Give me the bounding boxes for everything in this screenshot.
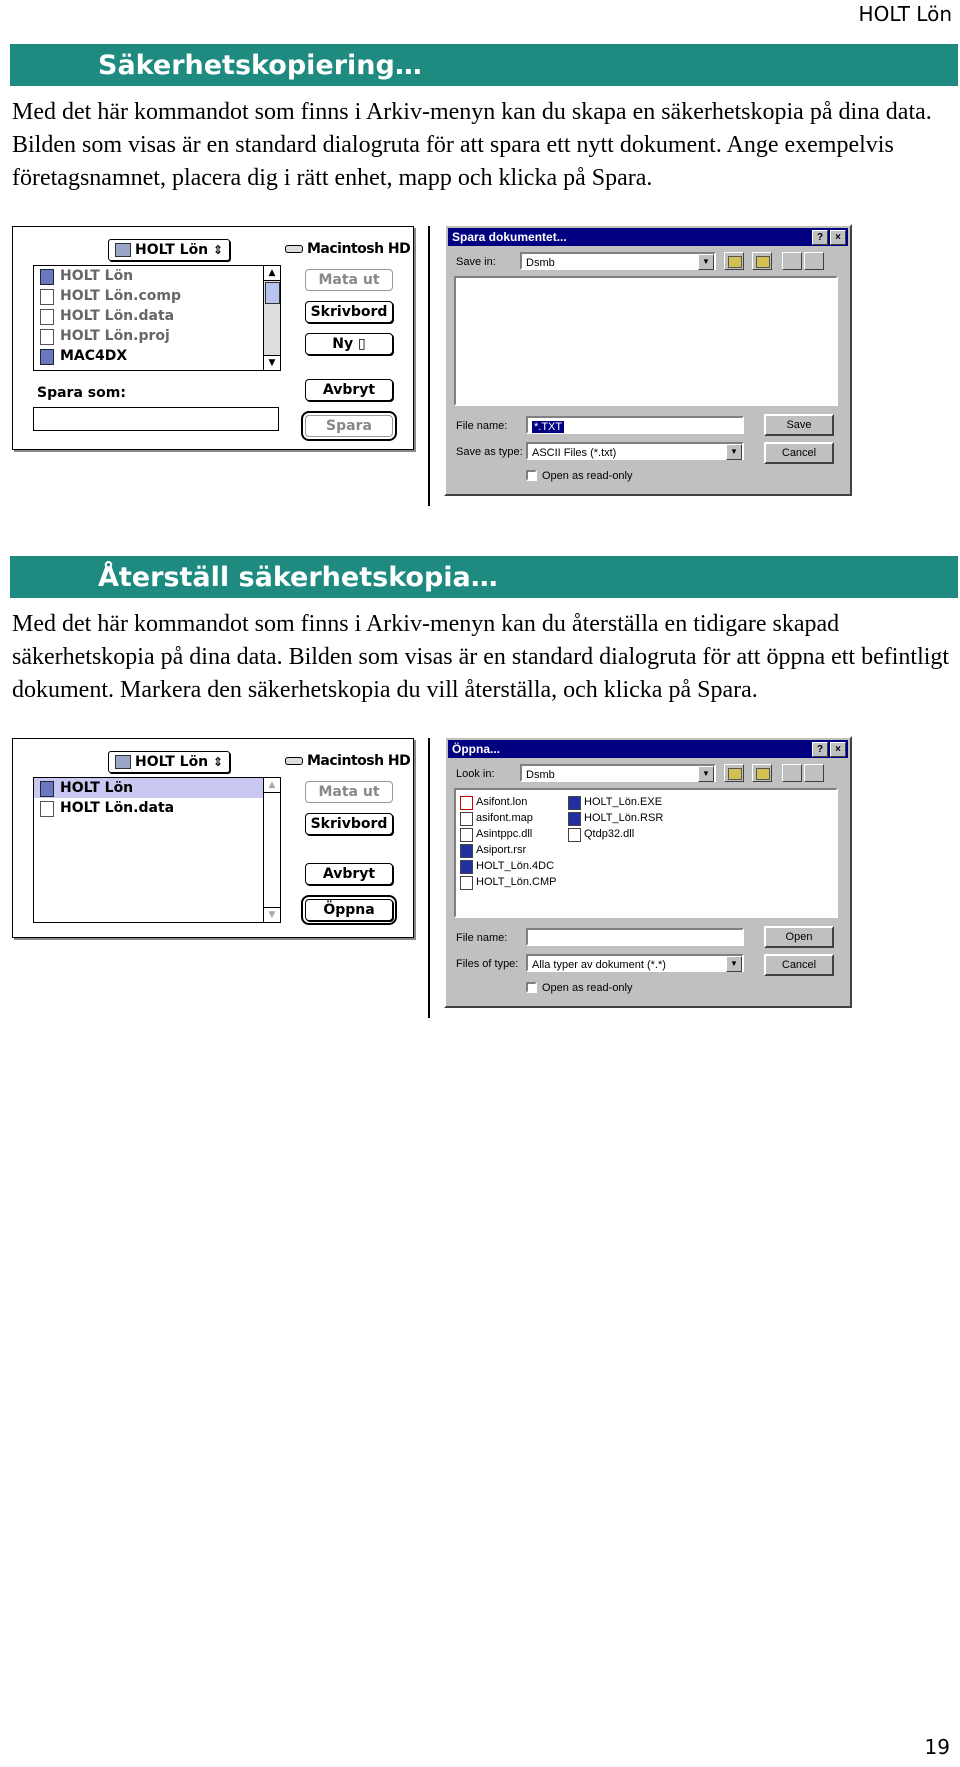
file-icon	[40, 329, 54, 345]
list-item[interactable]: Asintppc.dll	[460, 826, 532, 842]
list-item[interactable]: Asiport.rsr	[460, 842, 526, 858]
cancel-button[interactable]: Avbryt	[305, 379, 393, 401]
document-header-title: HOLT Lön	[858, 2, 952, 26]
mac-open-dialog	[12, 738, 414, 938]
list-item[interactable]: Qtdp32.dll	[568, 826, 634, 842]
list-item[interactable]: HOLT Lön.data	[34, 798, 280, 818]
cancel-button[interactable]: Cancel	[764, 954, 834, 976]
up-folder-icon[interactable]	[724, 252, 744, 270]
save-as-label: Spara som:	[37, 385, 126, 401]
disk-label: Macintosh HD	[285, 753, 410, 769]
section-heading-bar	[10, 44, 958, 86]
look-in-dropdown[interactable]: Dsmb ▼	[520, 764, 716, 782]
open-button[interactable]: Öppna	[305, 899, 393, 921]
list-item[interactable]: HOLT Lön	[34, 778, 263, 798]
section-heading: Återställ säkerhetskopia…	[98, 562, 498, 593]
eject-button[interactable]: Mata ut	[305, 269, 393, 291]
open-button[interactable]: Open	[764, 926, 834, 948]
new-folder-icon[interactable]	[752, 252, 772, 270]
list-item[interactable]: HOLT_Lön.RSR	[568, 810, 663, 826]
details-view-icon[interactable]	[804, 764, 824, 782]
scroll-up-icon[interactable]: ▲	[264, 266, 280, 281]
save-type-label: Save as type:	[456, 446, 523, 458]
file-name-label: File name:	[456, 932, 508, 944]
details-view-icon[interactable]	[804, 252, 824, 270]
dialog-title: Spara dokumentet... ? ×	[448, 228, 848, 246]
read-only-label: Open as read-only	[542, 470, 633, 482]
files-of-type-dropdown[interactable]: Alla typer av dokument (*.*) ▼	[526, 954, 744, 972]
file-icon	[460, 876, 473, 890]
cancel-button[interactable]: Cancel	[764, 442, 834, 464]
divider	[428, 226, 430, 506]
help-icon[interactable]: ?	[812, 742, 828, 757]
section-heading-bar	[10, 556, 958, 598]
file-icon	[460, 860, 473, 874]
list-view-icon[interactable]	[782, 252, 802, 270]
save-in-label: Save in:	[456, 256, 496, 268]
updown-arrow-icon: ⇕	[212, 755, 223, 769]
page-number: 19	[924, 1735, 950, 1759]
close-icon[interactable]: ×	[830, 742, 846, 757]
app-icon	[40, 269, 54, 285]
disk-icon	[285, 757, 303, 765]
windows-open-dialog	[444, 736, 852, 1008]
eject-button[interactable]: Mata ut	[305, 781, 393, 803]
file-icon	[460, 828, 473, 842]
app-icon	[40, 781, 54, 797]
cancel-button[interactable]: Avbryt	[305, 863, 393, 885]
save-button[interactable]: Spara	[305, 415, 393, 437]
file-icon	[568, 828, 581, 842]
file-name-label: File name:	[456, 420, 508, 432]
list-item[interactable]: HOLT Lön.data	[34, 306, 280, 326]
files-of-type-label: Files of type:	[456, 958, 519, 970]
save-type-dropdown[interactable]: ASCII Files (*.txt) ▼	[526, 442, 744, 460]
updown-arrow-icon: ⇕	[212, 243, 223, 257]
chevron-down-icon: ▼	[698, 766, 714, 782]
list-item[interactable]: asifont.map	[460, 810, 533, 826]
list-item[interactable]: HOLT_Lön.EXE	[568, 794, 662, 810]
file-list[interactable]	[33, 265, 281, 371]
file-list[interactable]	[33, 777, 281, 923]
section-heading: Säkerhetskopiering…	[98, 50, 422, 81]
folder-popup[interactable]: HOLT Lön ⇕	[108, 751, 230, 773]
look-in-label: Look in:	[456, 768, 495, 780]
file-name-input[interactable]: *.TXT	[526, 416, 744, 434]
new-folder-icon[interactable]	[752, 764, 772, 782]
scroll-down-icon[interactable]: ▼	[264, 907, 280, 922]
new-folder-icon: ▯	[358, 336, 366, 352]
list-item[interactable]: MAC4DX	[34, 346, 280, 366]
folder-popup[interactable]: HOLT Lön ⇕	[108, 239, 230, 261]
file-icon	[40, 289, 54, 305]
section-paragraph: Med det här kommandot som finns i Arkiv-menyn kan du skapa en säkerhetskopia på dina data. Bilden som visas är en standard dialogruta för att spara ett nytt dokument. Ange exempelvis företagsnamnet, placera dig i rätt enhet, mapp och klicka på Spara.	[12, 99, 932, 191]
file-icon	[40, 309, 54, 325]
folder-icon	[115, 243, 131, 257]
read-only-checkbox[interactable]	[526, 982, 537, 993]
file-icon	[460, 812, 473, 826]
chevron-down-icon: ▼	[726, 444, 742, 460]
list-item[interactable]: HOLT_Lön.4DC	[460, 858, 554, 874]
file-icon	[460, 844, 473, 858]
read-only-label: Open as read-only	[542, 982, 633, 994]
windows-save-dialog	[444, 224, 852, 496]
disk-label: Macintosh HD	[285, 241, 410, 257]
list-item[interactable]: HOLT Lön.comp	[34, 286, 280, 306]
file-icon	[40, 801, 54, 817]
dialog-title: Öppna... ? ×	[448, 740, 848, 758]
save-button[interactable]: Save	[764, 414, 834, 436]
folder-icon	[40, 349, 54, 365]
file-icon	[568, 796, 581, 810]
close-icon[interactable]: ×	[830, 230, 846, 245]
chevron-down-icon: ▼	[698, 254, 714, 270]
up-folder-icon[interactable]	[724, 764, 744, 782]
save-in-dropdown[interactable]: Dsmb ▼	[520, 252, 716, 270]
scrollbar[interactable]	[263, 778, 280, 922]
file-name-input[interactable]	[526, 928, 744, 946]
section-paragraph: Med det här kommandot som finns i Arkiv-menyn kan du återställa en tidigare skapad säkerhetskopia på dina data. Bilden som visas är en standard dialogruta för att öppna ett befintligt dokument. Markera den säkerhetskopia du vill återställa, och klicka på Spara.	[12, 611, 950, 703]
scroll-up-icon[interactable]: ▲	[264, 778, 280, 793]
list-item[interactable]: HOLT Lön	[34, 266, 280, 286]
file-pane[interactable]	[454, 788, 838, 918]
file-icon	[460, 796, 473, 810]
list-item[interactable]: HOLT_Lön.CMP	[460, 874, 557, 890]
mac-save-dialog	[12, 226, 414, 450]
file-icon	[568, 812, 581, 826]
help-icon[interactable]: ?	[812, 230, 828, 245]
list-view-icon[interactable]	[782, 764, 802, 782]
list-item[interactable]: HOLT Lön.proj	[34, 326, 280, 346]
file-pane[interactable]	[454, 276, 838, 406]
folder-icon	[115, 755, 131, 769]
divider	[428, 738, 430, 1018]
save-as-input[interactable]	[33, 407, 279, 431]
scroll-down-icon[interactable]: ▼	[264, 355, 280, 370]
scrollbar[interactable]	[263, 266, 280, 370]
disk-icon	[285, 245, 303, 253]
chevron-down-icon: ▼	[726, 956, 742, 972]
desktop-button[interactable]: Skrivbord	[305, 301, 393, 323]
new-folder-button[interactable]: Ny ▯	[305, 333, 393, 355]
desktop-button[interactable]: Skrivbord	[305, 813, 393, 835]
list-item[interactable]: Asifont.lon	[460, 794, 527, 810]
scroll-thumb[interactable]	[265, 282, 280, 304]
read-only-checkbox[interactable]	[526, 470, 537, 481]
